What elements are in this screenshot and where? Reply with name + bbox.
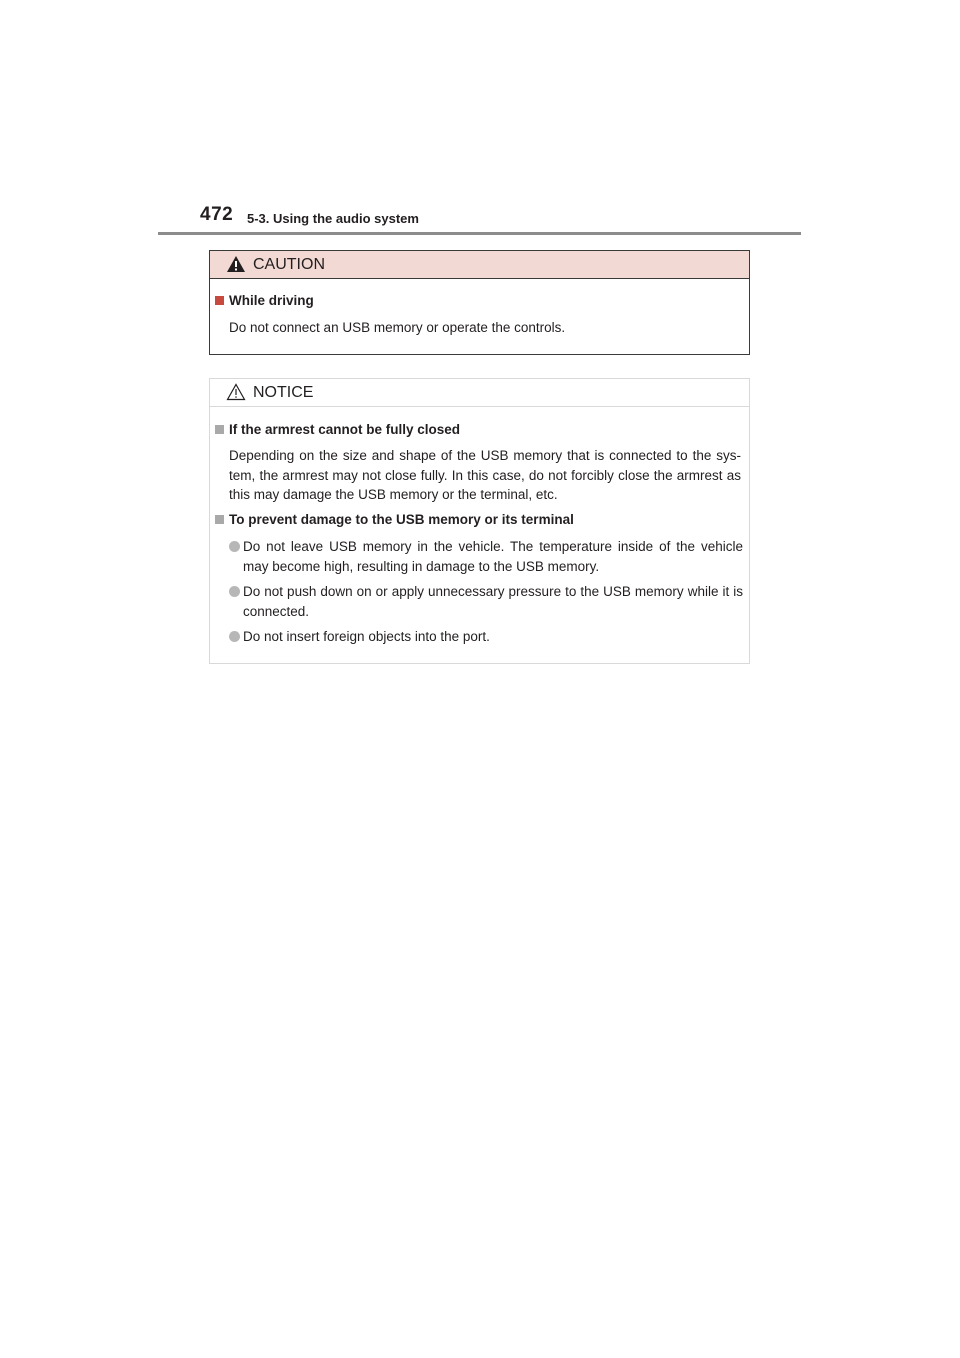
caution-heading: While driving — [215, 293, 314, 308]
warning-icon — [226, 255, 246, 273]
page-number: 472 — [200, 204, 234, 225]
bullet-dot-icon — [229, 586, 240, 597]
square-bullet-icon — [215, 296, 224, 305]
notice-header — [210, 379, 749, 407]
list-item: Do not leave USB memory in the vehicle. The temperature inside of the vehicle may become high, resulting in damage to the USB memory. — [229, 537, 743, 576]
notice-heading-armrest: If the armrest cannot be fully closed — [215, 422, 460, 437]
caution-box — [209, 250, 750, 355]
notice-box — [209, 378, 750, 664]
page-header — [200, 204, 800, 232]
notice-heading-damage: To prevent damage to the USB memory or its terminal — [215, 512, 574, 527]
square-bullet-icon — [215, 515, 224, 524]
bullet-dot-icon — [229, 541, 240, 552]
section-title: 5-3. Using the audio system — [247, 211, 419, 226]
notice-text-armrest: Depending on the size and shape of the USB memory that is connected to the sys-tem, the armrest may not close fully. In this case, do not forcibly close the armrest as this may damage the USB memory or the terminal, etc. — [229, 448, 741, 502]
notice-label: NOTICE — [253, 384, 314, 401]
notice-warning-icon — [226, 383, 246, 401]
bullet-dot-icon — [229, 631, 240, 642]
square-bullet-icon — [215, 425, 224, 434]
caution-text: Do not connect an USB memory or operate the controls. — [229, 320, 566, 335]
caution-header — [210, 251, 749, 279]
list-item: Do not insert foreign objects into the port. — [229, 627, 743, 647]
list-item: Do not push down on or apply unnecessary pressure to the USB memory while it is connected. — [229, 582, 743, 621]
header-rule — [158, 232, 801, 235]
caution-label: CAUTION — [253, 256, 325, 273]
